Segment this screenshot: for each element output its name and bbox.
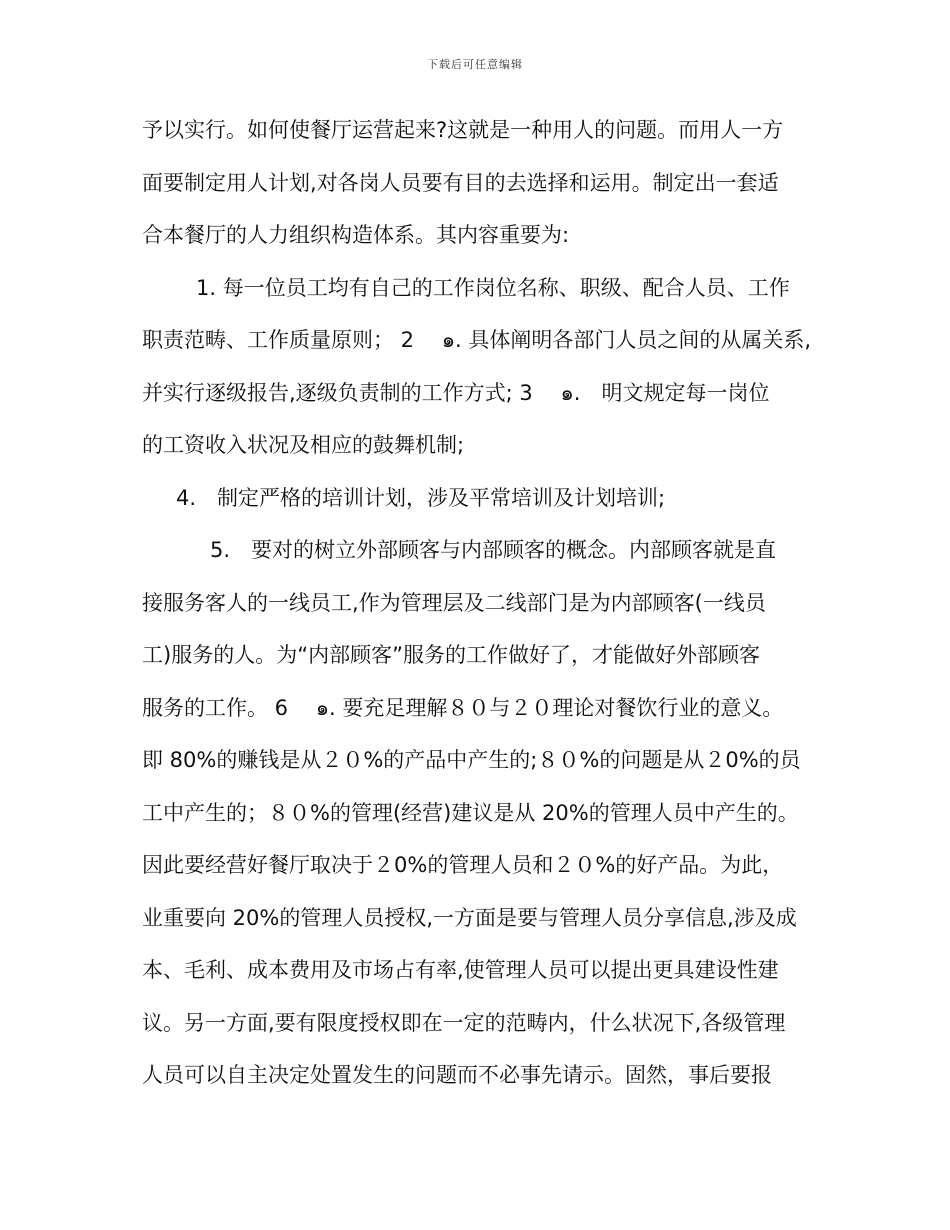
page-header: 下载后可任意编辑 [427, 58, 523, 71]
text-line: 接服务客人的一线员工,作为管理层及二线部门是为内部顾客(一线员 [142, 590, 766, 615]
text-line: 职责范畴、工作质量原则； 2 ๑. 具体阐明各部门人员之间的从属关系, [142, 328, 812, 352]
list-item-1: 1. 每一位员工均有自己的工作岗位名称、职级、配合人员、工作 [196, 275, 790, 300]
text-line: 服务的工作。 6 ๑. 要充足理解８０与２０理论对餐饮行业的意义。 [142, 695, 784, 720]
text-line: 面要制定用人计划,对各岗人员要有目的去选择和运用。制定出一套适 [142, 170, 779, 195]
text-line: 本、毛利、成本费用及市场占有率,使管理人员可以提出更具建设性建 [142, 958, 779, 982]
text-line: 即 80%的赚钱是从２０%的产品中产生的;８０%的问题是从２0%的员 [142, 748, 801, 772]
list-item-4: 4. 制定严格的培训计划，涉及平常培训及计划培训; [176, 485, 666, 510]
text-line: 业重要向 20%的管理人员授权,一方面是要与管理人员分享信息,涉及成 [142, 905, 797, 930]
text-line: 人员可以自主决定处置发生的问题而不必事先请示。固然，事后要报 [142, 1063, 772, 1087]
text-line: 议。另一方面,要有限度授权即在一定的范畴内，什么状况下,各级管理 [142, 1010, 786, 1035]
text-line: 工中产生的；８０%的管理(经营)建议是从 20%的管理人员中产生的。 [142, 800, 799, 825]
list-item-5: 5. 要对的树立外部顾客与内部顾客的概念。内部顾客就是直 [210, 538, 777, 562]
text-line: 因此要经营好餐厅取决于２0%的管理人员和２０%的好产品。为此， [142, 853, 784, 877]
body-text [142, 108, 822, 1106]
text-line: 的工资收入状况及相应的鼓舞机制; [142, 433, 465, 457]
text-line: 合本餐厅的人力组织构造体系。其内容重要为: [142, 223, 570, 247]
text-line: 予以实行。如何使餐厅运营起来?这就是一种用人的问题。而用人一方 [142, 118, 784, 142]
text-line: 并实行逐级报告,逐级负责制的工作方式; 3 ๑. 明文规定每一岗位 [142, 380, 770, 405]
text-line: 工)服务的人。为“内部顾客”服务的工作做好了，才能做好外部顾客 [142, 643, 760, 667]
